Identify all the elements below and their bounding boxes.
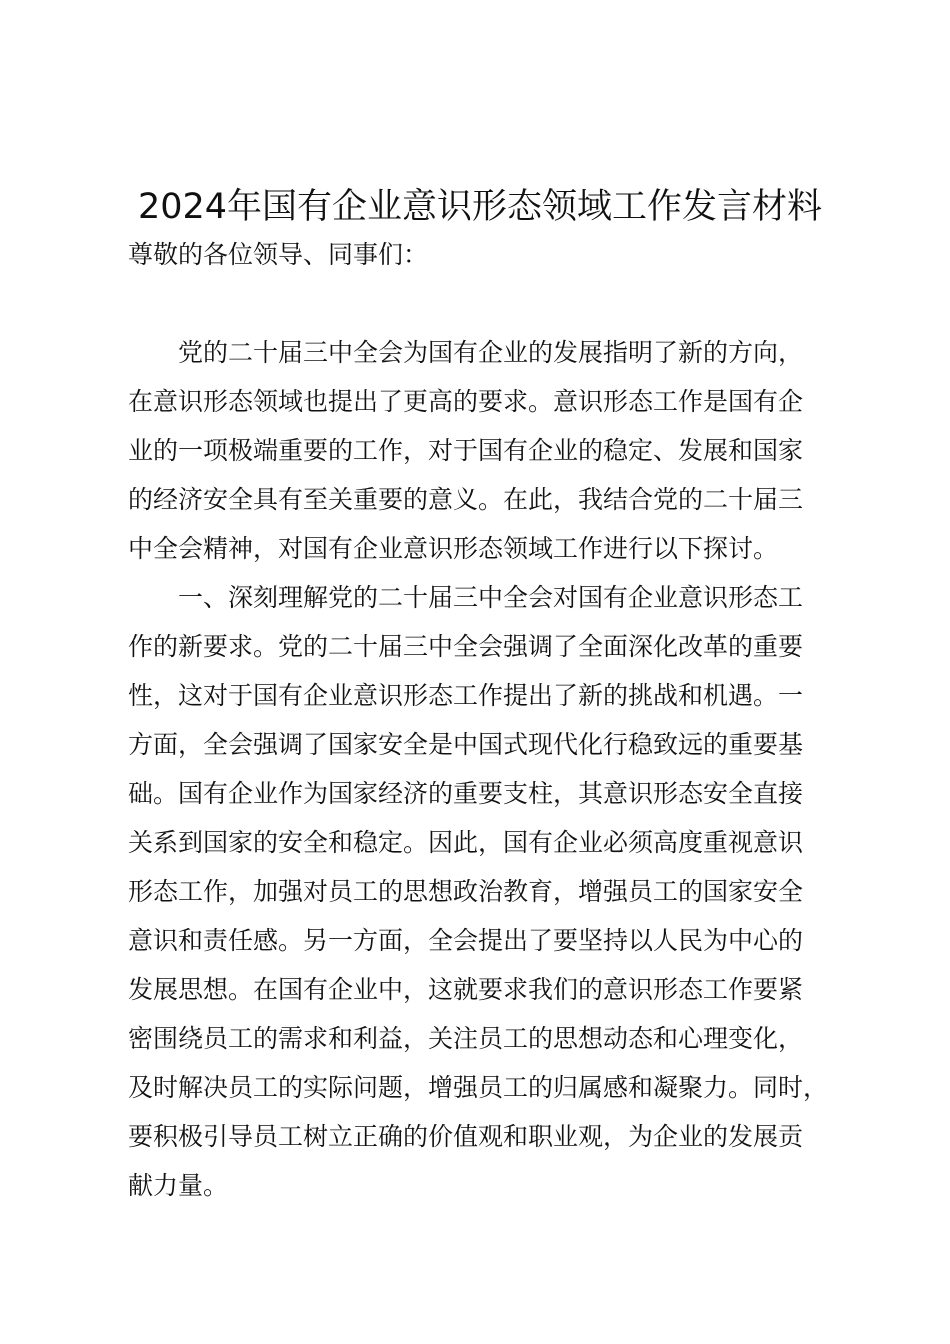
body-line: 础。国有企业作为国家经济的重要支柱，其意识形态安全直接 bbox=[128, 779, 804, 808]
body-line: 在意识形态领域也提出了更高的要求。意识形态工作是国有企 bbox=[128, 387, 804, 416]
body-line: 发展思想。在国有企业中，这就要求我们的意识形态工作要紧 bbox=[128, 975, 804, 1004]
body-line: 一、深刻理解党的二十届三中全会对国有企业意识形态工 bbox=[128, 583, 804, 612]
body-line: 意识和责任感。另一方面，全会提出了要坚持以人民为中心的 bbox=[128, 926, 804, 955]
spacer-line bbox=[128, 279, 832, 328]
body-line: 性，这对于国有企业意识形态工作提出了新的挑战和机遇。一 bbox=[128, 681, 804, 710]
body-line: 中全会精神，对国有企业意识形态领域工作进行以下探讨。 bbox=[128, 534, 779, 563]
body-line: 方面，全会强调了国家安全是中国式现代化行稳致远的重要基 bbox=[128, 730, 804, 759]
body-line: 党的二十届三中全会为国有企业的发展指明了新的方向， bbox=[128, 338, 804, 367]
body-line: 献力量。 bbox=[128, 1171, 229, 1200]
body-line: 形态工作，加强对员工的思想政治教育，增强员工的国家安全 bbox=[128, 877, 804, 906]
body-line: 业的一项极端重要的工作，对于国有企业的稳定、发展和国家 bbox=[128, 436, 804, 465]
body-line: 密围绕员工的需求和利益，关注员工的思想动态和心理变化， bbox=[128, 1024, 804, 1053]
body-line: 的经济安全具有至关重要的意义。在此，我结合党的二十届三 bbox=[128, 485, 804, 514]
body-line: 关系到国家的安全和稳定。因此，国有企业必须高度重视意识 bbox=[128, 828, 804, 857]
salutation-line: 尊敬的各位领导、同事们： bbox=[128, 240, 429, 269]
document-body bbox=[128, 230, 832, 1210]
body-line: 及时解决员工的实际问题，增强员工的归属感和凝聚力。同时， bbox=[128, 1073, 829, 1102]
body-line: 作的新要求。党的二十届三中全会强调了全面深化改革的重要 bbox=[128, 632, 804, 661]
body-line: 要积极引导员工树立正确的价值观和职业观，为企业的发展贡 bbox=[128, 1122, 804, 1151]
document-title: 2024年国有企业意识形态领域工作发言材料 bbox=[137, 187, 823, 227]
